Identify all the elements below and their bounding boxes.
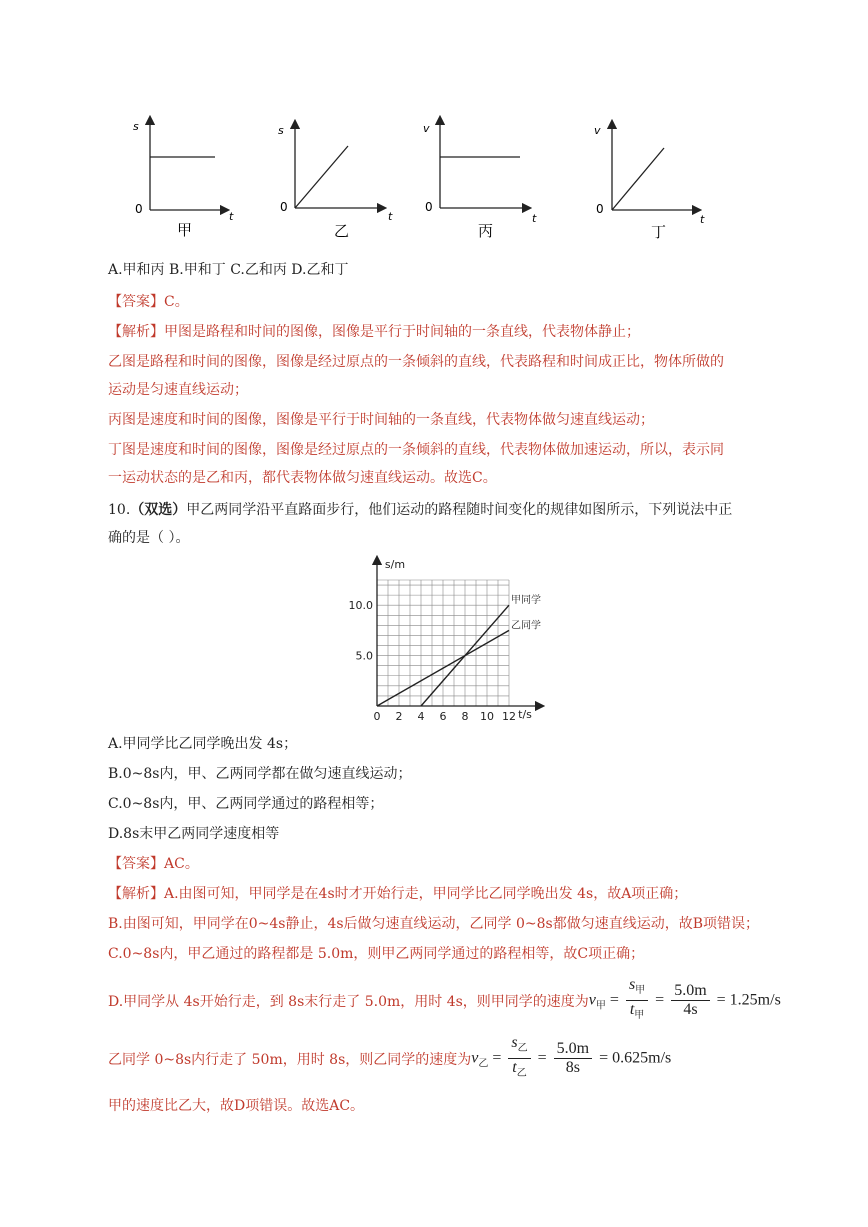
graph-bing-yaxis: v	[423, 122, 430, 135]
q10-chart	[340, 552, 550, 724]
q10-stem-1-text: 甲乙两同学沿平直路面步行，他们运动的路程随时间变化的规律如图所示，下列说法中正	[186, 502, 733, 518]
q10-analysis-e-text: 乙同学 0~8s内行走了 50m，用时 8s，则乙同学的速度为	[108, 1051, 472, 1068]
graph-jia-xaxis: t	[229, 210, 234, 223]
q9-analysis-4: 丙图是速度和时间的图像，图像是平行于时间轴的一条直线，代表物体做匀速直线运动；	[108, 412, 654, 428]
q9-analysis-1	[108, 322, 640, 342]
x-tick-label: 10	[480, 710, 494, 723]
graph-yi-caption: 乙	[334, 222, 350, 240]
graph-yi-origin: 0	[280, 200, 288, 214]
graph-ding-line	[612, 148, 664, 210]
series-label-yi: 乙同学	[511, 620, 541, 632]
q10-analysis-tag: 【解析】	[108, 886, 164, 902]
q9-analysis-5: 丁图是速度和时间的图像，图像是经过原点的一条倾斜的直线，代表物体做加速运动，所以，表示同	[108, 442, 724, 458]
q9-answer-text: C。	[164, 294, 189, 310]
x-axis-label: t/s	[518, 708, 532, 721]
graph-yi	[278, 124, 393, 240]
q9-analysis-1-text: 甲图是路程和时间的图像，图像是平行于时间轴的一条直线，代表物体静止；	[164, 324, 640, 340]
formula-yi: $v_乙$ = $\frac{s_乙}{t_乙}$ = $\frac{5.0m}{8s}$ = 0.625m/s	[471, 1034, 672, 1080]
y-tick-label: 10.0	[348, 599, 373, 613]
graph-jia-yaxis: s	[133, 120, 139, 133]
q10-stem-1	[108, 500, 732, 520]
q10-analysis-f: 甲的速度比乙大，故D项错误。故选AC。	[108, 1098, 365, 1114]
q10-answer-tag: 【答案】	[108, 856, 164, 872]
series-label-jia: 甲同学	[511, 595, 541, 607]
q9-options: A.甲和丙 B.甲和丁 C.乙和丙 D.乙和丁	[108, 262, 349, 278]
q10-option-d: D.8s末甲乙两同学速度相等	[108, 826, 280, 842]
q10-number: 10.	[108, 502, 131, 518]
q10-analysis-a	[108, 884, 687, 904]
chart-axes	[377, 560, 540, 706]
q9-answer-tag: 【答案】	[108, 294, 164, 310]
q10-answer-text: AC。	[164, 856, 199, 872]
formula-jia: $v_甲$ = $\frac{s_甲}{t_甲}$ = $\frac{5.0m}{4s}$ = 1.25m/s	[588, 976, 781, 1022]
q10-option-b: B.0~8s内，甲、乙两同学都在做匀速直线运动；	[108, 766, 412, 782]
q10-answer	[108, 854, 199, 874]
graph-jia	[133, 120, 234, 239]
graph-yi-xaxis: t	[388, 210, 393, 223]
y-axis-label: s/m	[384, 558, 406, 571]
small-graphs	[0, 110, 868, 250]
x-tick-label: 12	[502, 710, 516, 723]
graph-ding-xaxis: t	[700, 213, 705, 226]
q10-tag: （双选）	[130, 502, 187, 518]
graph-ding	[594, 124, 705, 241]
graph-yi-line	[295, 146, 348, 208]
x-tick-label: 4	[417, 710, 425, 723]
q10-analysis-e	[108, 1034, 671, 1083]
q10-option-a: A.甲同学比乙同学晚出发 4s；	[108, 736, 298, 752]
q10-stem-2: 确的是（ ）。	[108, 530, 190, 546]
graph-yi-yaxis: s	[278, 124, 284, 137]
q9-answer	[108, 292, 189, 312]
q9-analysis-6: 一运动状态的是乙和丙，都代表物体做匀速直线运动。故选C。	[108, 470, 497, 486]
graph-bing-xaxis: t	[532, 212, 537, 225]
q10-analysis-c: C.0~8s内，甲乙通过的路程都是 5.0m，则甲乙两同学通过的路程相等，故C项正确；	[108, 946, 645, 962]
q9-analysis-2: 乙图是路程和时间的图像，图像是经过原点的一条倾斜的直线，代表路程和时间成正比，物体所做的	[108, 354, 724, 370]
graph-bing-caption: 丙	[478, 222, 494, 240]
graph-ding-caption: 丁	[651, 223, 667, 241]
graph-bing-origin: 0	[425, 200, 433, 214]
q10-option-c: C.0~8s内，甲、乙两同学通过的路程相等；	[108, 796, 384, 812]
graph-jia-caption: 甲	[177, 221, 193, 239]
q9-analysis-tag: 【解析】	[108, 324, 164, 340]
q10-analysis-d-text: D.甲同学从 4s开始行走，到 8s末行走了 5.0m，用时 4s，则甲同学的速度为	[108, 993, 589, 1010]
q10-analysis-a-text: A.由图可知，甲同学是在4s时才开始行走，甲同学比乙同学晚出发 4s，故A项正确；	[164, 886, 688, 902]
y-tick-label: 5.0	[355, 649, 373, 663]
graph-jia-origin: 0	[135, 202, 143, 216]
graph-ding-origin: 0	[596, 202, 604, 216]
chart-grid	[377, 580, 509, 706]
q10-analysis-b: B.由图可知，甲同学在0~4s静止，4s后做匀速直线运动，乙同学 0~8s都做匀速直线运动，故B项错误；	[108, 916, 760, 932]
x-tick-label: 2	[395, 710, 403, 723]
graph-bing	[423, 120, 537, 240]
graph-ding-yaxis: v	[594, 124, 601, 137]
x-tick-label: 0	[373, 710, 381, 723]
x-tick-label: 8	[461, 710, 469, 723]
x-tick-label: 6	[439, 710, 447, 723]
q9-analysis-3: 运动是匀速直线运动；	[108, 382, 248, 398]
q10-analysis-d	[108, 976, 781, 1025]
